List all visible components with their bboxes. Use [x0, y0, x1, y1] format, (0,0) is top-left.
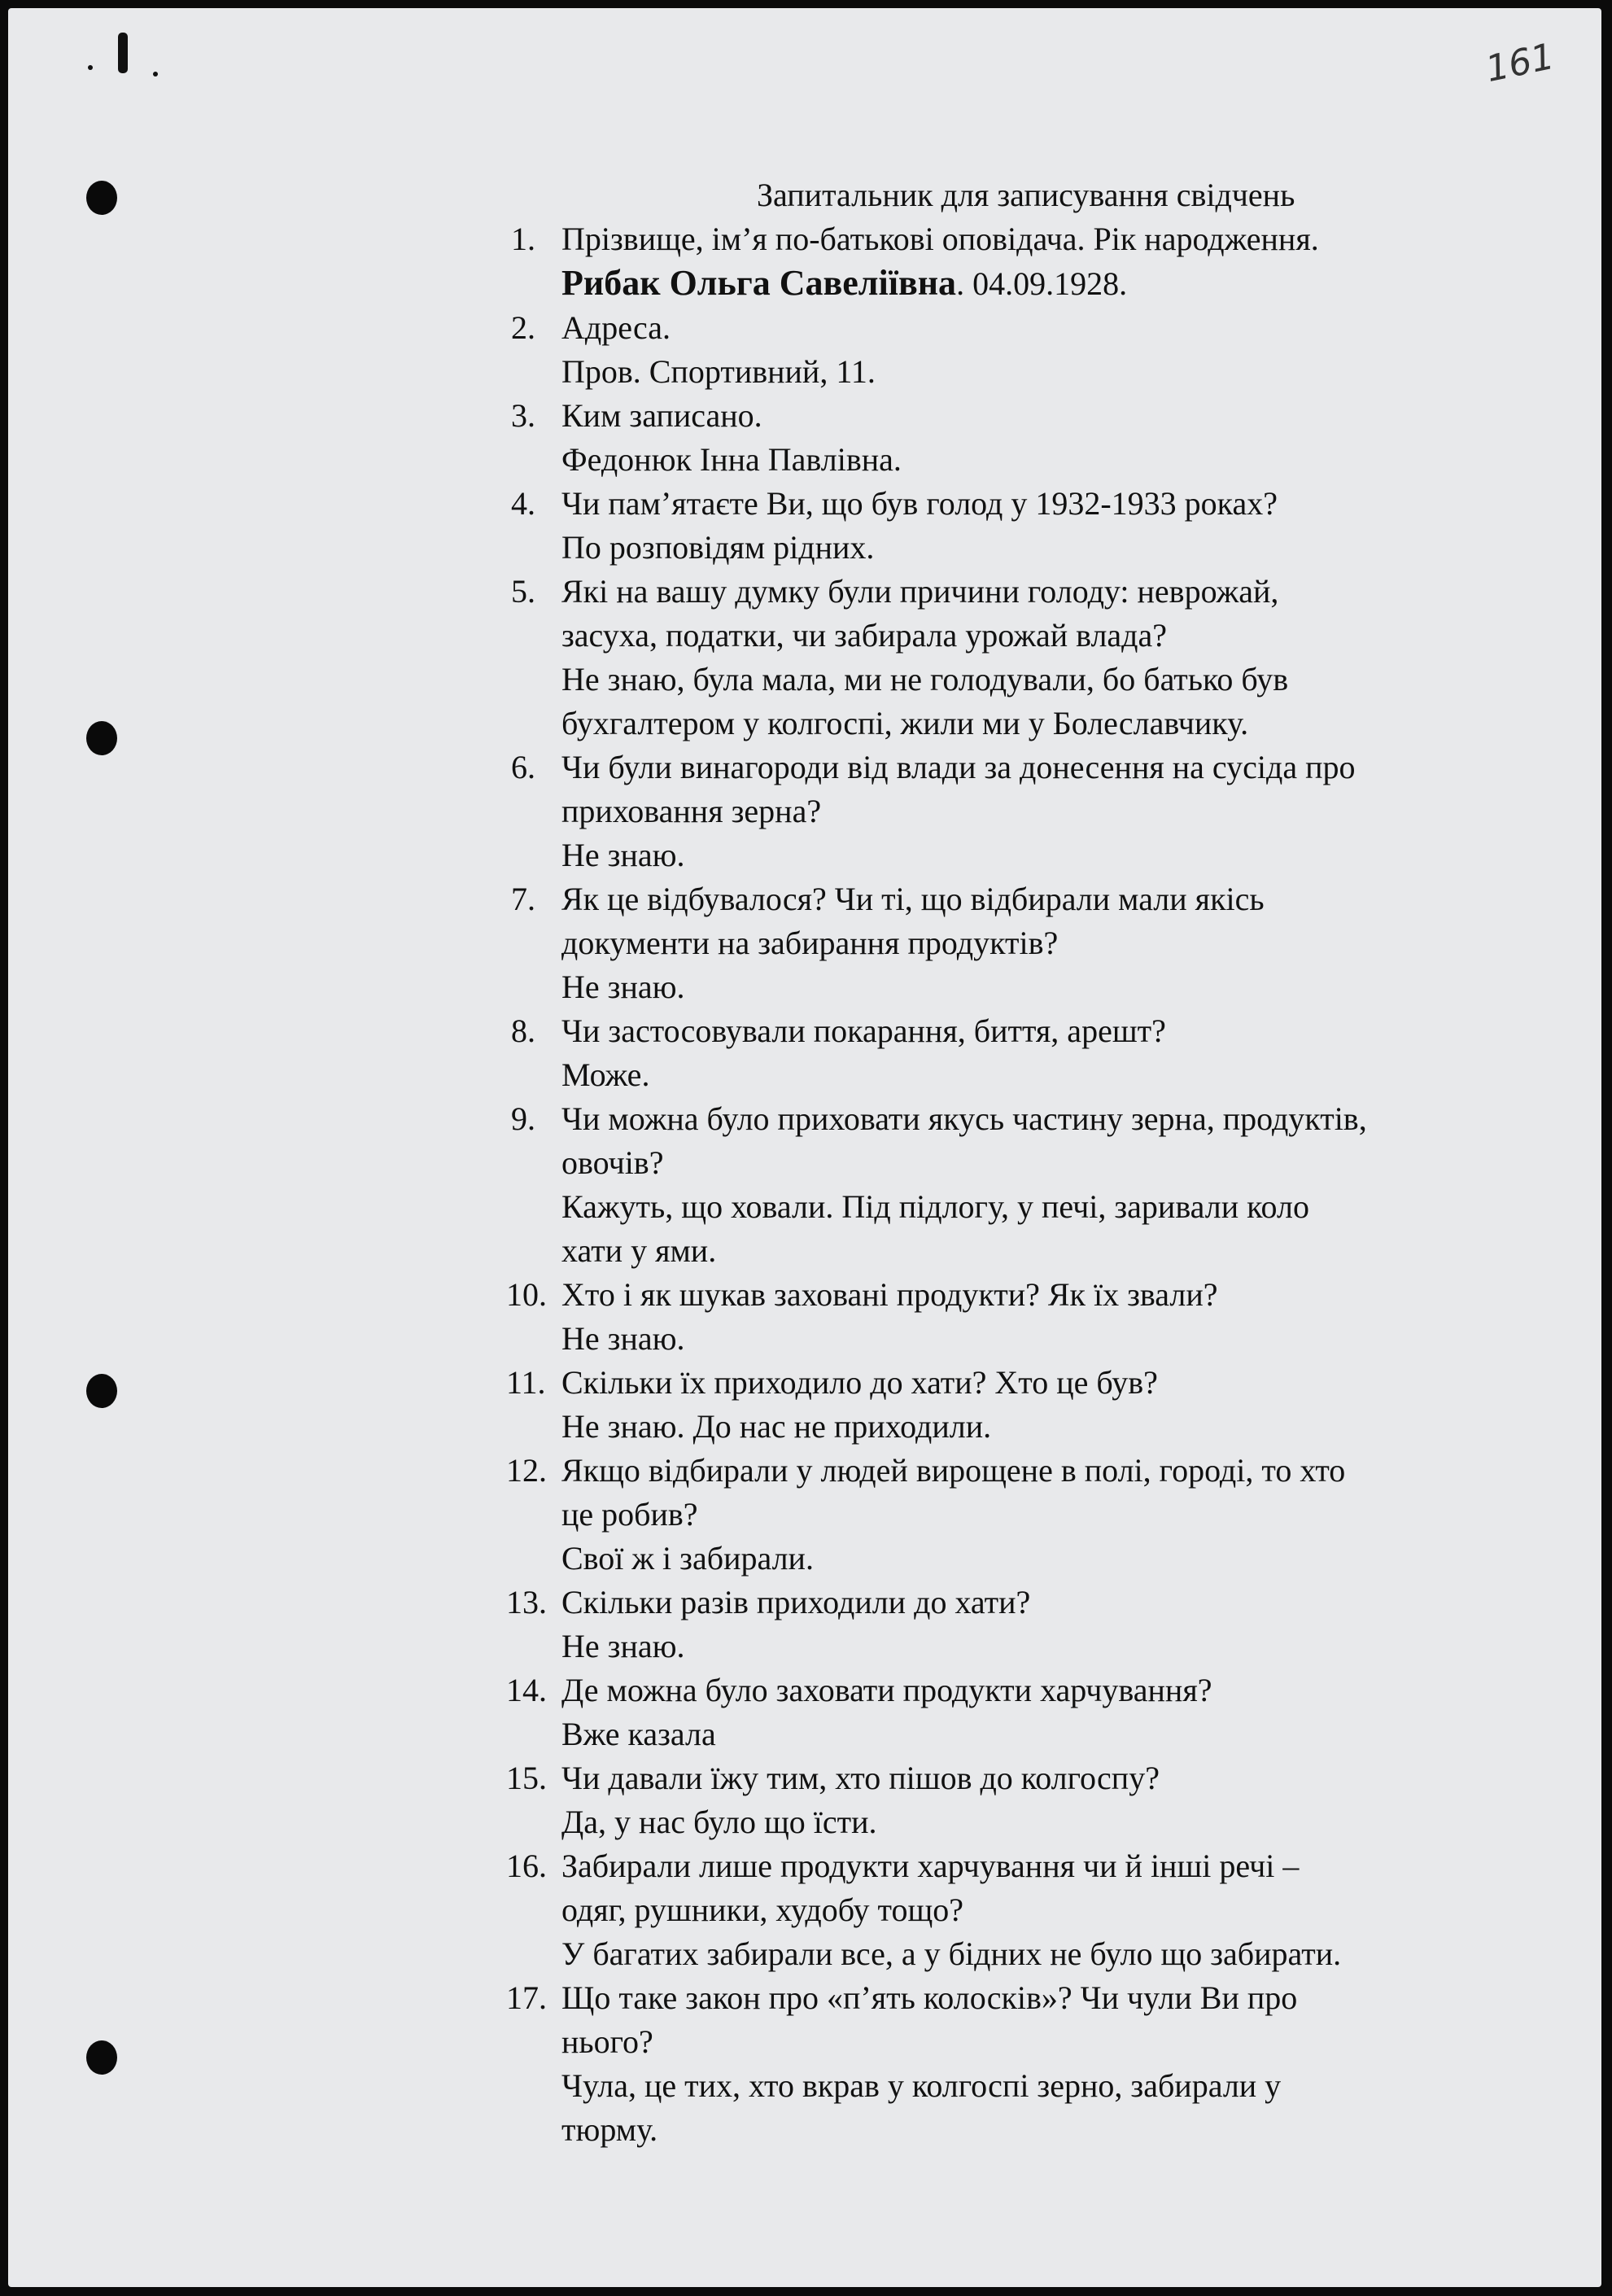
answer-text: По розповідям рідних. [561, 529, 875, 566]
answer-text: Не знаю. [561, 837, 685, 873]
question-item [8, 394, 1601, 482]
handwritten-page-number: 161 [1482, 35, 1558, 91]
question-item [8, 1009, 1601, 1097]
question-item [8, 482, 1601, 570]
question-item [8, 1976, 1601, 2152]
answer-text: Не знаю. [561, 1320, 685, 1357]
question-item [8, 1449, 1601, 1581]
question-text: овочів? [561, 1144, 664, 1181]
question-number: 10. [506, 1276, 547, 1313]
scan-mark [153, 72, 158, 77]
question-text: Чи були винагороди від влади за донесення на сусіда про [561, 749, 1356, 785]
question-text: Чи давали їжу тим, хто пішов до колгоспу? [561, 1760, 1160, 1796]
question-text: Чи можна було приховати якусь частину зерна, продуктів, [561, 1100, 1367, 1137]
question-number: 8. [511, 1012, 535, 1049]
birth-date: . 04.09.1928. [956, 265, 1128, 302]
question-number: 6. [511, 749, 535, 785]
document-page [8, 8, 1601, 2287]
question-number: 14. [506, 1672, 547, 1708]
scan-mark [88, 65, 93, 70]
question-item [8, 306, 1601, 394]
question-number: 15. [506, 1760, 547, 1796]
question-text: одяг, рушники, худобу тощо? [561, 1891, 964, 1928]
question-text: Скільки їх приходило до хати? Хто це був? [561, 1364, 1158, 1401]
question-text: Адреса. [561, 309, 671, 346]
question-text: Як це відбувалося? Чи ті, що відбирали мали якісь [561, 881, 1265, 917]
question-item [8, 570, 1601, 746]
question-text: засуха, податки, чи забирала урожай влада? [561, 617, 1168, 654]
answer-text: У багатих забирали все, а у бідних не було що забирати. [561, 1935, 1342, 1972]
answer-text [561, 261, 1601, 306]
question-item [8, 1273, 1601, 1361]
answer-text: Чула, це тих, хто вкрав у колгоспі зерно, забирали у [561, 2067, 1282, 2104]
question-item [8, 1668, 1601, 1756]
question-number: 13. [506, 1584, 547, 1620]
question-item [8, 1844, 1601, 1976]
answer-text: бухгалтером у колгоспі, жили ми у Болеславчику. [561, 705, 1249, 741]
narrator-name: Рибак Ольга Савеліївна [561, 263, 957, 303]
question-text: Прізвище, ім’я по-батькові оповідача. Рік народження. [561, 221, 1319, 257]
question-item [8, 1097, 1601, 1273]
question-item [8, 1756, 1601, 1844]
question-text: Де можна було заховати продукти харчування? [561, 1672, 1212, 1708]
answer-text: Не знаю. До нас не приходили. [561, 1408, 992, 1445]
question-number: 16. [506, 1848, 547, 1884]
question-text: це робив? [561, 1496, 698, 1533]
question-number: 11. [506, 1364, 546, 1401]
question-number: 5. [511, 573, 535, 610]
question-text: Які на вашу думку були причини голоду: неврожай, [561, 573, 1279, 610]
question-item [8, 217, 1601, 306]
answer-text: Може. [561, 1056, 650, 1093]
question-item [8, 746, 1601, 877]
question-text: приховання зерна? [561, 793, 822, 829]
question-number: 7. [511, 881, 535, 917]
answer-text: Вже казала [561, 1716, 716, 1752]
question-number: 4. [511, 485, 535, 522]
question-text: Чи пам’ятаєте Ви, що був голод у 1932-1933 роках? [561, 485, 1278, 522]
question-item [8, 1581, 1601, 1668]
question-text: Скільки разів приходили до хати? [561, 1584, 1031, 1620]
question-text: Ким записано. [561, 397, 762, 434]
question-number: 3. [511, 397, 535, 434]
answer-text: Кажуть, що ховали. Під підлогу, у печі, заривали коло [561, 1188, 1309, 1225]
question-text: Забирали лише продукти харчування чи й інші речі – [561, 1848, 1300, 1884]
answer-text: Пров. Спортивний, 11. [561, 353, 876, 390]
question-item [8, 877, 1601, 1009]
question-number: 17. [506, 1979, 547, 2016]
question-text: документи на забирання продуктів? [561, 925, 1059, 961]
question-text: нього? [561, 2023, 653, 2060]
question-text: Хто і як шукав заховані продукти? Як їх звали? [561, 1276, 1218, 1313]
answer-text: Не знаю. [561, 1628, 685, 1664]
question-number: 1. [511, 221, 535, 257]
question-text: Що таке закон про «п’ять колосків»? Чи чули Ви про [561, 1979, 1298, 2016]
question-text: Якщо відбирали у людей вирощене в полі, городі, то хто [561, 1452, 1346, 1489]
question-number: 12. [506, 1452, 547, 1489]
question-number: 2. [511, 309, 535, 346]
answer-text: Да, у нас було що їсти. [561, 1804, 877, 1840]
answer-text: Свої ж і забирали. [561, 1540, 814, 1577]
questionnaire [8, 173, 1601, 2152]
answer-text: Федонюк Інна Павлівна. [561, 441, 902, 478]
document-title: Запитальник для записування свідчень [757, 177, 1295, 213]
question-item [8, 1361, 1601, 1449]
answer-text: Не знаю, була мала, ми не голодували, бо батько був [561, 661, 1289, 698]
scan-mark [118, 33, 128, 73]
question-number: 9. [511, 1100, 535, 1137]
answer-text: тюрму. [561, 2111, 658, 2148]
answer-text: Не знаю. [561, 969, 685, 1005]
answer-text: хати у ями. [561, 1232, 717, 1269]
question-text: Чи застосовували покарання, биття, арешт? [561, 1012, 1166, 1049]
